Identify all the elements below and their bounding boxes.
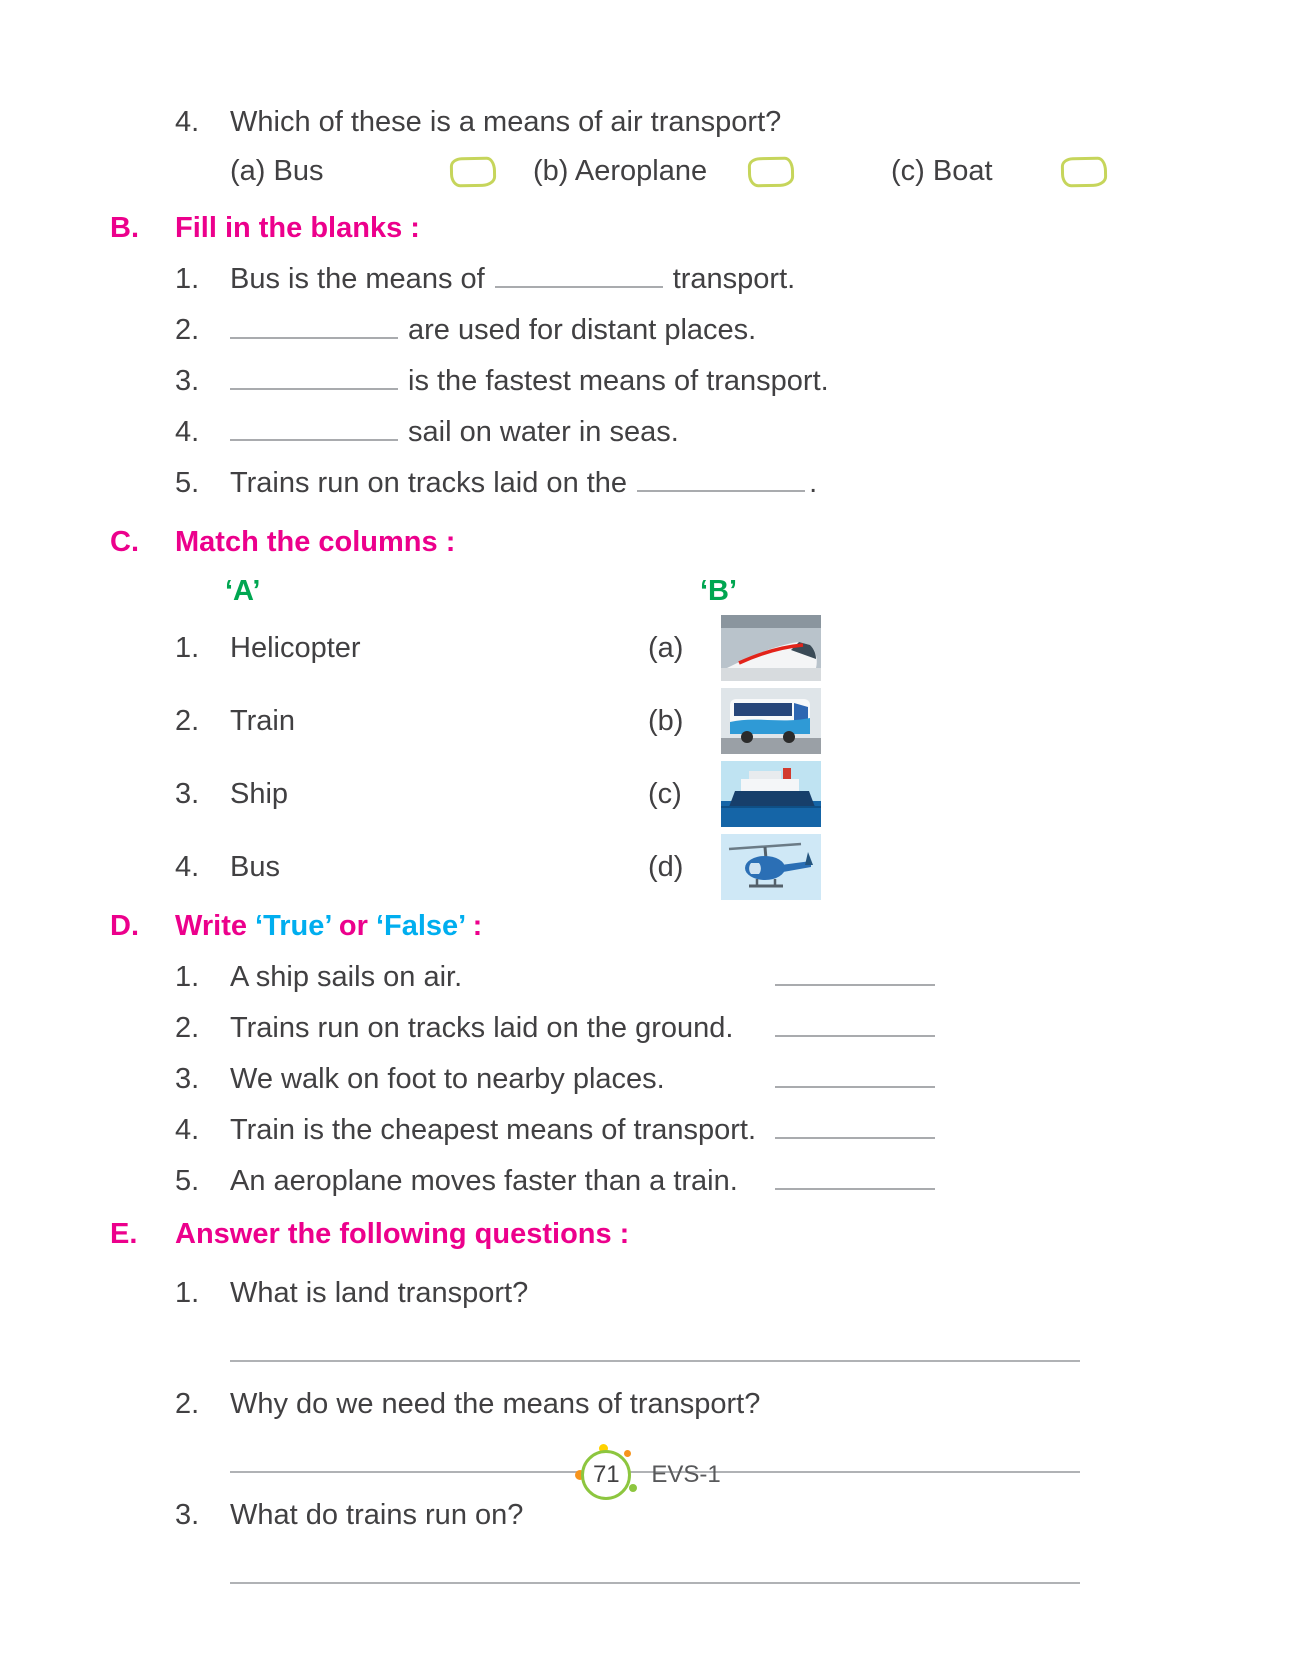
true-false-item	[0, 1006, 935, 1045]
item-number: 1.	[175, 631, 200, 664]
fill-blank-line[interactable]	[495, 257, 663, 288]
match-row	[175, 688, 1296, 754]
cruise-ship-photo	[721, 761, 821, 827]
answer-blank-line[interactable]	[775, 1159, 935, 1190]
match-item-label: Bus	[230, 850, 280, 883]
option-c-label: (c) Boat	[891, 155, 993, 187]
question-4-options	[230, 155, 1296, 188]
coach-bus-photo	[721, 688, 821, 754]
answer-blank-line[interactable]	[775, 955, 935, 986]
fill-blank-item	[0, 461, 1296, 500]
answer-write-line[interactable]	[230, 1360, 1080, 1362]
fill-blank-item	[0, 257, 1296, 296]
item-number: 2.	[175, 1012, 200, 1044]
true-false-text: Train is the cheapest means of transport.	[230, 1114, 757, 1146]
match-item-label: Ship	[230, 777, 289, 810]
match-item-letter: (d)	[648, 850, 684, 883]
true-false-item	[0, 955, 935, 994]
true-false-text: Trains run on tracks laid on the ground.	[230, 1012, 734, 1044]
true-false-text: A ship sails on air.	[230, 961, 463, 993]
page-number-badge	[575, 1444, 637, 1506]
question-text: Why do we need the means of transport?	[230, 1388, 761, 1420]
answer-blank-line[interactable]	[775, 1006, 935, 1037]
item-number: 1.	[175, 961, 200, 993]
match-item-label: Train	[230, 704, 295, 737]
match-row	[175, 761, 1296, 827]
item-number: 3.	[175, 365, 200, 397]
item-number: 3.	[175, 777, 200, 810]
answer-blank-line[interactable]	[775, 1057, 935, 1088]
answer-blank-line[interactable]	[775, 1108, 935, 1139]
fill-blank-line[interactable]	[230, 308, 398, 339]
item-number: 5.	[175, 1165, 200, 1197]
false-word: ‘False’	[375, 910, 465, 942]
option-a-checkbox[interactable]	[450, 156, 497, 187]
high-speed-train-photo	[721, 615, 821, 681]
fill-blank-line[interactable]	[637, 461, 805, 492]
item-number: 3.	[175, 1499, 200, 1531]
item-number: 2.	[175, 314, 200, 346]
item-number: 1.	[175, 263, 200, 295]
decoration-dot	[629, 1484, 637, 1492]
section-e-heading	[0, 1218, 1296, 1251]
item-number: 4.	[175, 1114, 200, 1146]
item-number: 2.	[175, 1388, 200, 1420]
answer-write-line[interactable]	[230, 1582, 1080, 1584]
option-c-checkbox[interactable]	[1061, 156, 1108, 187]
true-false-text: We walk on foot to nearby places.	[230, 1063, 665, 1095]
section-b-title: Fill in the blanks :	[175, 212, 420, 244]
question-item	[0, 1277, 1296, 1310]
decoration-dot	[624, 1450, 631, 1457]
true-false-item	[0, 1057, 935, 1096]
match-item-letter: (c)	[648, 777, 682, 810]
question-text: What is land transport?	[230, 1277, 529, 1309]
match-item-letter: (b)	[648, 704, 684, 737]
column-b-header: ‘B’	[700, 575, 738, 607]
fill-blank-item	[0, 410, 1296, 449]
true-false-item	[0, 1108, 935, 1147]
option-b-label: (b) Aeroplane	[533, 155, 708, 187]
question-number: 4.	[175, 106, 200, 138]
item-number: 1.	[175, 1277, 200, 1309]
blank-post-text: is the fastest means of transport.	[408, 365, 829, 397]
blank-pre-text: Trains run on tracks laid on the	[230, 467, 628, 499]
match-item-letter: (a)	[648, 631, 684, 664]
question-text: What do trains run on?	[230, 1499, 524, 1531]
fill-blank-item	[0, 308, 1296, 347]
blank-post-text: transport.	[672, 263, 796, 295]
question-4	[0, 106, 1296, 139]
fill-blank-line[interactable]	[230, 359, 398, 390]
option-b-checkbox[interactable]	[748, 156, 795, 187]
item-number: 5.	[175, 467, 200, 499]
item-number: 4.	[175, 850, 200, 883]
section-e-letter: E.	[110, 1218, 138, 1250]
option-a-label: (a) Bus	[230, 155, 324, 187]
section-c-title: Match the columns :	[175, 526, 456, 558]
section-c-letter: C.	[110, 526, 139, 558]
match-columns-header	[225, 575, 1296, 608]
item-number: 2.	[175, 704, 200, 737]
fill-blank-item	[0, 359, 1296, 398]
item-number: 4.	[175, 416, 200, 448]
section-d-title: Write ‘True’ or ‘False’ :	[175, 910, 483, 942]
section-b-letter: B.	[110, 212, 139, 244]
page-number: 71	[581, 1450, 631, 1500]
section-e-title: Answer the following questions :	[175, 1218, 630, 1250]
true-word: ‘True’	[255, 910, 331, 942]
match-row	[175, 834, 1296, 900]
blank-pre-text: Bus is the means of	[230, 263, 485, 295]
book-label: EVS-1	[651, 1461, 721, 1488]
section-d-heading	[0, 910, 1296, 943]
fill-blank-line[interactable]	[230, 410, 398, 441]
section-c-heading	[0, 526, 1296, 559]
item-number: 3.	[175, 1063, 200, 1095]
question-item	[0, 1388, 1296, 1421]
helicopter-photo	[721, 834, 821, 900]
column-a-header: ‘A’	[225, 575, 261, 607]
blank-post-text: .	[809, 467, 818, 499]
match-row	[175, 615, 1296, 681]
section-d-letter: D.	[110, 910, 139, 942]
true-false-text: An aeroplane moves faster than a train.	[230, 1165, 738, 1197]
blank-post-text: sail on water in seas.	[408, 416, 679, 448]
match-item-label: Helicopter	[230, 631, 361, 664]
section-b-heading	[0, 212, 1296, 245]
page-footer	[0, 1444, 1296, 1506]
question-text: Which of these is a means of air transport?	[230, 106, 782, 138]
blank-post-text: are used for distant places.	[408, 314, 757, 346]
true-false-item	[0, 1159, 935, 1198]
